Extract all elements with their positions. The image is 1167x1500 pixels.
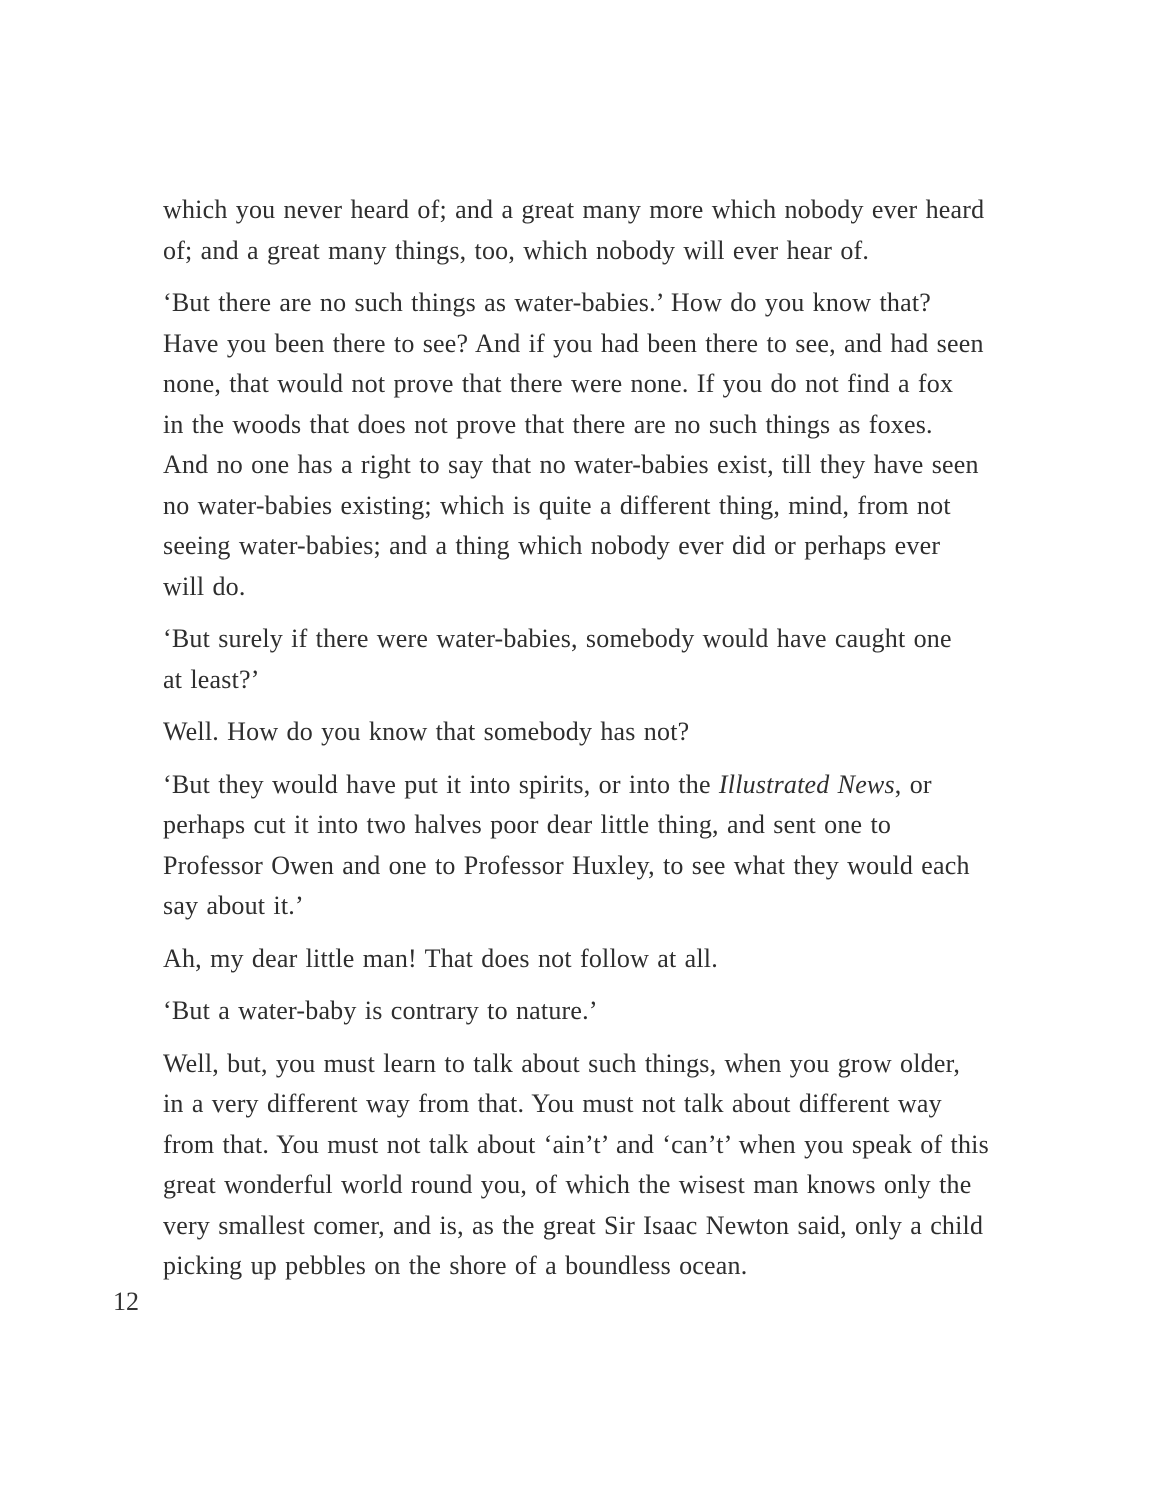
page-text-block [163, 190, 1033, 1299]
text-line [163, 1246, 1033, 1287]
text-line [163, 886, 1033, 927]
text-line [163, 486, 1033, 527]
text-segment: very smallest comer, and is, as the great Sir Isaac Newton said, only a child [163, 1210, 984, 1240]
text-segment: Professor Owen and one to Professor Huxley, to see what they would each [163, 850, 970, 880]
text-segment: no water-babies existing; which is quite a different thing, mind, from not [163, 490, 951, 520]
text-line [163, 283, 1033, 324]
text-line [163, 765, 1033, 806]
paragraph [163, 619, 1033, 700]
text-line [163, 324, 1033, 365]
text-line [163, 660, 1033, 701]
italic-text-segment: Illustrated News [718, 769, 895, 799]
text-line [163, 805, 1033, 846]
text-line [163, 619, 1033, 660]
page-number: 12 [113, 1287, 139, 1316]
text-line [163, 991, 1033, 1032]
paragraph [163, 190, 1033, 271]
text-line [163, 405, 1033, 446]
text-segment: in a very different way from that. You must not talk about different way [163, 1089, 942, 1118]
text-segment: Ah, my dear little man! That does not follow at all. [163, 943, 718, 973]
text-line [163, 445, 1033, 486]
text-line [163, 1084, 1033, 1125]
text-line [163, 939, 1033, 980]
text-line [163, 526, 1033, 567]
text-line [163, 1125, 1033, 1166]
text-segment: ‘But surely if there were water-babies, somebody would have caught one [163, 624, 952, 653]
text-line [163, 364, 1033, 405]
text-line [163, 1206, 1033, 1247]
text-segment: Have you been there to see? And if you had been there to see, and had seen [163, 328, 984, 358]
paragraph [163, 991, 1033, 1032]
text-segment: of; and a great many things, too, which nobody will ever hear of. [163, 235, 870, 265]
text-segment: from that. You must not talk about ‘ain’t’ and ‘can’t’ when you speak of this [163, 1129, 989, 1159]
text-segment: ‘But they would have put it into spirits, or into the [163, 769, 719, 799]
text-segment: ‘But a water-baby is contrary to nature.’ [163, 996, 598, 1025]
text-line [163, 846, 1033, 887]
text-segment: at least?’ [163, 664, 260, 694]
text-line [163, 712, 1033, 753]
paragraph [163, 712, 1033, 753]
paragraph [163, 939, 1033, 980]
text-segment: say about it.’ [163, 891, 304, 920]
text-segment: perhaps cut it into two halves poor dear little thing, and sent one to [163, 810, 892, 839]
text-line [163, 231, 1033, 272]
text-segment: which you never heard of; and a great many more which nobody ever heard [163, 195, 985, 224]
text-segment: ‘But there are no such things as water-babies.’ How do you know that? [163, 288, 931, 317]
text-segment: seeing water-babies; and a thing which nobody ever did or perhaps ever [163, 531, 941, 560]
paragraph [163, 765, 1033, 927]
text-segment: will do. [163, 571, 246, 601]
text-line [163, 1044, 1033, 1085]
text-line [163, 567, 1033, 608]
text-segment: in the woods that does not prove that there are no such things as foxes. [163, 409, 933, 439]
text-segment: great wonderful world round you, of which the wisest man knows only the [163, 1170, 972, 1199]
text-segment: Well. How do you know that somebody has not? [163, 717, 690, 746]
text-segment: And no one has a right to say that no water-babies exist, till they have seen [163, 450, 979, 479]
text-line [163, 1165, 1033, 1206]
paragraph [163, 283, 1033, 607]
paragraph [163, 1044, 1033, 1287]
text-segment: Well, but, you must learn to talk about such things, when you grow older, [163, 1048, 961, 1078]
text-line [163, 190, 1033, 231]
text-segment: , or [894, 769, 932, 799]
text-segment: picking up pebbles on the shore of a boundless ocean. [163, 1251, 748, 1280]
text-segment: none, that would not prove that there were none. If you do not find a fox [163, 369, 954, 398]
